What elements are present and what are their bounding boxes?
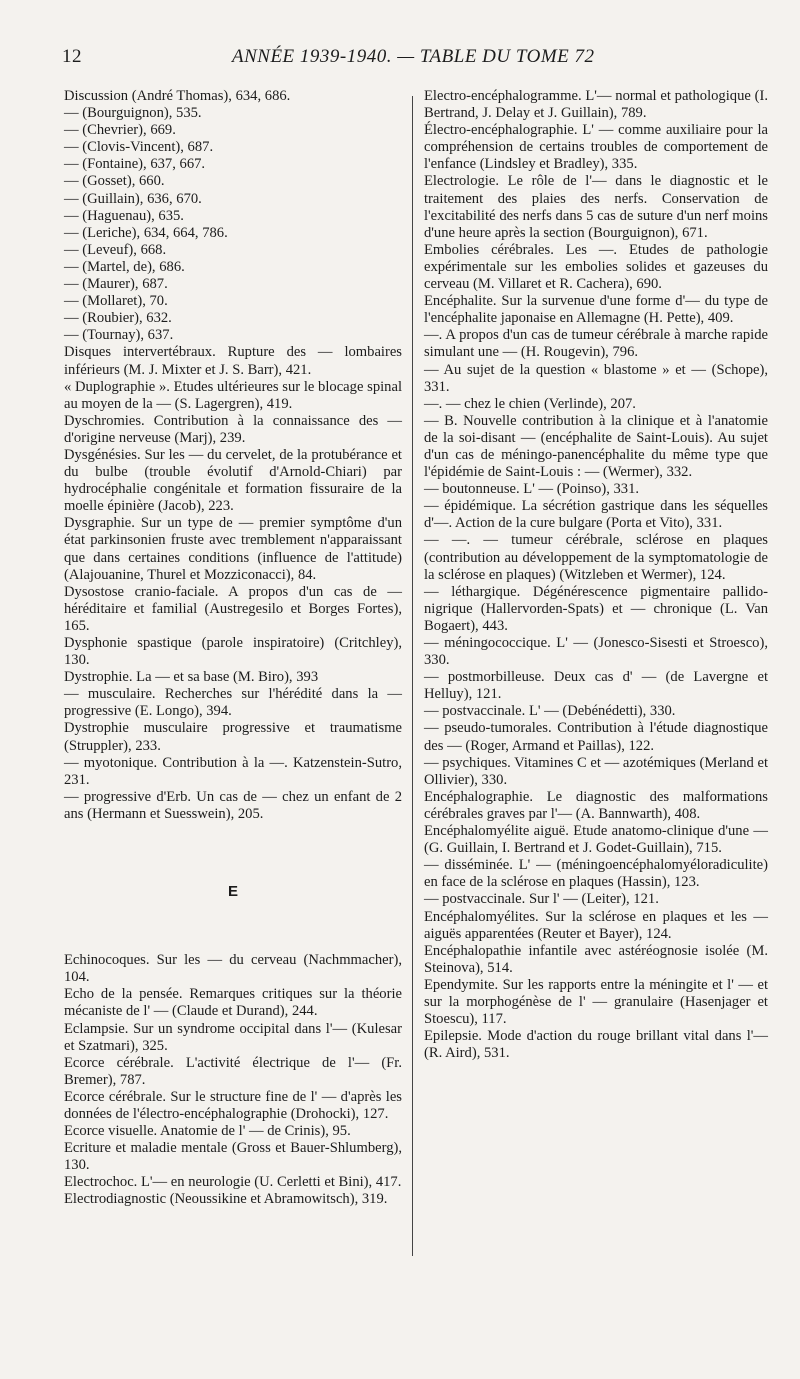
- index-entry: — postmorbilleuse. Deux cas d' — (de Lavergne et Helluy), 121.: [424, 669, 768, 703]
- index-entry: — progressive d'Erb. Un cas de — chez un enfant de 2 ans (Hermann et Suesswein), 205.: [64, 788, 402, 822]
- index-entry: — pseudo-tumorales. Contribution à l'étude diagnostique des — (Roger, Armand et Paillas), 122.: [424, 720, 768, 754]
- index-entry: — postvaccinale. L' — (Debénédetti), 330.: [424, 703, 676, 720]
- index-entry: Electrochoc. L'— en neurologie (U. Cerletti et Bini), 417.: [64, 1174, 402, 1191]
- index-entry: Dysphonie spastique (parole inspiratoire) (Critchley), 130.: [64, 635, 402, 669]
- index-entry: — épidémique. La sécrétion gastrique dans les séquelles d'—. Action de la cure bulgare (Porta et Vito), 331.: [424, 498, 768, 532]
- index-entry: Discussion (André Thomas), 634, 686.: [64, 88, 291, 104]
- index-entry: — léthargique. Dégénérescence pigmentaire pallido-nigrique (Hallervorden-Spats) et — chronique (L. Van Bogaert), 443.: [424, 583, 768, 634]
- index-entry: Ecriture et maladie mentale (Gross et Bauer-Shlumberg), 130.: [64, 1140, 402, 1174]
- index-entry: — (Guillain), 636, 670.: [64, 190, 202, 207]
- page-header: [62, 40, 770, 76]
- index-entry: Dysgénésies. Sur les — du cervelet, de la protubérance et du bulbe (trouble évolutif d'Arnold-Chiari) par hydrocéphalie congénitale et formation fissuraire de la moelle épinière (Jacob), 223.: [64, 446, 402, 515]
- index-entry: — (Mollaret), 70.: [64, 293, 168, 310]
- right-column: [424, 88, 768, 1062]
- index-entry: — (Leveuf), 668.: [64, 241, 167, 258]
- index-entry: — myotonique. Contribution à la —. Katzenstein-Sutro, 231.: [64, 754, 402, 788]
- index-entry: — (Haguenau), 635.: [64, 207, 184, 224]
- index-entry: Dysgraphie. Sur un type de — premier symptôme d'un état parkinsonien fruste avec tremblement n'apparaissant que dans certaines conditions (influence de l'attitude) (Alajouanine, Thurel et Mozziconacci), 84.: [64, 515, 402, 583]
- index-entry: — postvaccinale. Sur l' — (Leiter), 121.: [424, 891, 659, 908]
- index-entry: — (Fontaine), 637, 667.: [64, 156, 206, 173]
- index-entry: — méningococcique. L' — (Jonesco-Sisesti et Stroesco), 330.: [424, 635, 768, 669]
- page-number: 12: [62, 46, 82, 67]
- index-entry: — psychiques. Vitamines C et — azotémiques (Merland et Ollivier), 330.: [424, 754, 768, 788]
- index-entry: — B. Nouvelle contribution à la clinique et à l'anatomie de la soi-disant — (encéphalite de Saint-Louis). Au sujet d'un cas de méningo-panencéphalite du même type que l'épidémie de Saint-Louis : — (Wermer), 332.: [424, 412, 768, 481]
- index-entry: Ecorce visuelle. Anatomie de l' — de Crinis), 95.: [64, 1123, 351, 1140]
- index-entry: — (Roubier), 632.: [64, 310, 172, 327]
- index-entry: Ecorce cérébrale. L'activité électrique de l'— (Fr. Bremer), 787.: [64, 1054, 402, 1088]
- index-entry: Dystrophie. La — et sa base (M. Biro), 393: [64, 669, 319, 686]
- index-entry: — Au sujet de la question « blastome » et — (Schope), 331.: [424, 361, 768, 395]
- index-entry: Électro-encéphalographie. L' — comme auxiliaire pour la compréhension de certains troubles de comportement de l'enfance (Lindsley et Bradley), 335.: [424, 122, 768, 173]
- index-entry: — (Gosset), 660.: [64, 173, 165, 190]
- index-entry: Encéphalomyélite aiguë. Etude anatomo-clinique d'une — (G. Guillain, I. Bertrand et J. Godet-Guillain), 715.: [424, 823, 768, 857]
- index-entry: — disséminée. L' — (méningoencéphalomyéloradiculite) en face de la sclérose en plaques (Hassin), 123.: [424, 857, 768, 891]
- index-entry: Encéphalite. Sur la survenue d'une forme d'— du type de l'encéphalite japonaise en Allemagne (H. Pette), 409.: [424, 293, 768, 327]
- index-entry: — (Chevrier), 669.: [64, 122, 176, 139]
- running-title: ANNÉE 1939-1940. — TABLE DU TOME 72: [232, 46, 595, 67]
- index-entry: Embolies cérébrales. Les —. Etudes de pathologie expérimentale sur les embolies solides et gazeuses du cerveau (M. Villaret et R. Cachera), 690.: [424, 241, 768, 293]
- column-divider: [412, 96, 413, 1256]
- index-entry: Dystrophie musculaire progressive et traumatisme (Struppler), 233.: [64, 720, 402, 754]
- index-entry: Electro-encéphalogramme. L'— normal et pathologique (I. Bertrand, J. Delay et J. Guillain), 789.: [424, 88, 768, 122]
- index-entry: Echo de la pensée. Remarques critiques sur la théorie mécaniste de l' — (Claude et Durand), 244.: [64, 986, 402, 1020]
- index-entry: Encéphalopathie infantile avec astéréognosie isolée (M. Steinova), 514.: [424, 942, 768, 976]
- index-entry: — (Leriche), 634, 664, 786.: [64, 224, 228, 241]
- index-entry: Ependymite. Sur les rapports entre la méningite et l' — et sur la morphogénèse de l' — granulaire (Hasenjager et Stoescu), 117.: [424, 976, 768, 1028]
- index-entry: —. — chez le chien (Verlinde), 207.: [424, 395, 636, 412]
- index-entry: Dysostose cranio-faciale. A propos d'un cas de — héréditaire et familial (Austregesilo et Borges Fortes), 165.: [64, 583, 402, 634]
- index-entry: Ecorce cérébrale. Sur le structure fine de l' — d'après les données de l'électro-encéphalographie (Drohocki), 127.: [64, 1088, 402, 1122]
- index-entry: Disques intervertébraux. Rupture des — lombaires inférieurs (M. J. Mixter et J. S. Barr), 421.: [64, 344, 402, 378]
- index-entry: Electrologie. Le rôle de l'— dans le diagnostic et le traitement des plaies des nerfs. Conservation de l'excitabilité des nerfs dans 5 cas de suture d'un nerf moins d'une heure après la section (Bourguignon), 671.: [424, 173, 768, 241]
- index-entry: — boutonneuse. L' — (Poinso), 331.: [424, 481, 640, 498]
- index-entry: Encéphalomyélites. Sur la sclérose en plaques et les — aiguës apparentées (Reuter et Bayer), 124.: [424, 908, 768, 942]
- index-entry: — —. — tumeur cérébrale, sclérose en plaques (contribution au développement de la symptomatologie de la sclérose en plaques) (Witzleben et Wermer), 124.: [424, 532, 768, 583]
- section-letter: E: [227, 883, 238, 901]
- index-entry: Echinocoques. Sur les — du cerveau (Nachmmacher), 104.: [64, 952, 402, 986]
- index-entry: — (Martel, de), 686.: [64, 258, 185, 275]
- index-entry: Epilepsie. Mode d'action du rouge brillant vital dans l'— (R. Aird), 531.: [424, 1028, 768, 1062]
- index-entry: Encéphalographie. Le diagnostic des malformations cérébrales graves par l'— (A. Bannwarth), 408.: [424, 788, 768, 822]
- index-entry: — (Tournay), 637.: [64, 327, 174, 344]
- index-entry: Eclampsie. Sur un syndrome occipital dans l'— (Kulesar et Szatmari), 325.: [64, 1020, 402, 1054]
- index-entry: — musculaire. Recherches sur l'hérédité dans la — progressive (E. Longo), 394.: [64, 686, 402, 720]
- index-entry: —. A propos d'un cas de tumeur cérébrale à marche rapide simulant une — (H. Rougevin), 796.: [424, 327, 768, 361]
- index-entry: — (Bourguignon), 535.: [64, 105, 202, 122]
- index-entry: — (Clovis-Vincent), 687.: [64, 139, 214, 156]
- index-entry: — (Maurer), 687.: [64, 276, 168, 293]
- index-entry: Electrodiagnostic (Neoussikine et Abramowitsch), 319.: [64, 1191, 388, 1208]
- left-column: [64, 88, 402, 1209]
- index-entry: « Duplographie ». Etudes ultérieures sur le blocage spinal au moyen de la — (S. Lagergren), 419.: [64, 378, 402, 412]
- index-entry: Dyschromies. Contribution à la connaissance des — d'origine nerveuse (Marj), 239.: [64, 412, 402, 446]
